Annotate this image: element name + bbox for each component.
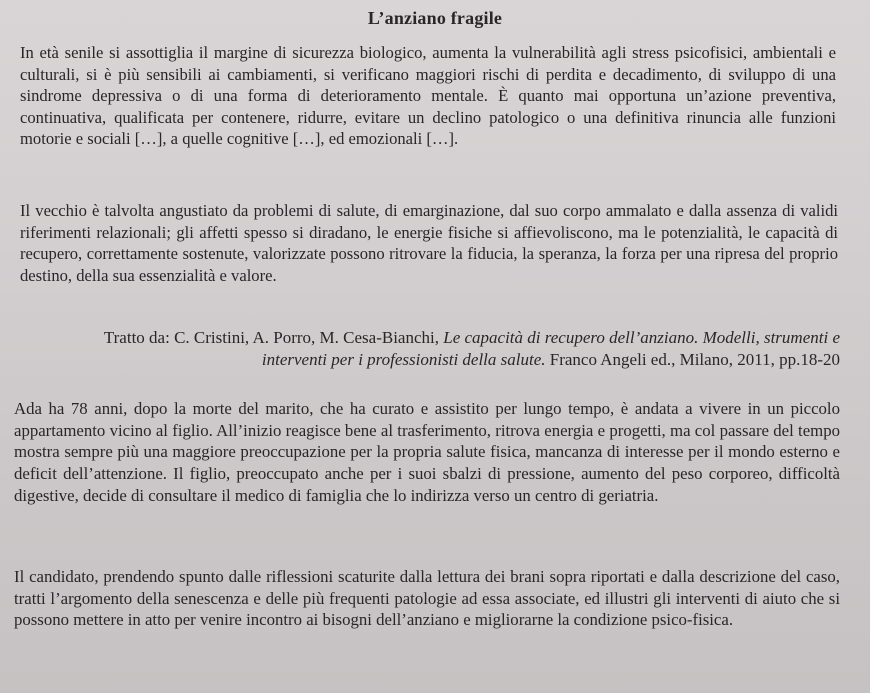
paragraph-intro: In età senile si assottiglia il margine di sicurezza biologico, aumenta la vulnerabilità agli stress psicofisici, ambientali e culturali, si è più sensibili ai cambiamenti, si verificano maggiori rischi di perdita e decadimento, di sviluppo di una sindrome depressiva o di una forma di deterioramento mentale. È quanto mai opportuna un’azione preventiva, continuativa, qualificata per contenere, ridurre, evitare un declino patologico o una definitiva rinuncia alle funzioni motorie e sociali […], a quelle cognitive […], ed emozionali […]. [20,43,836,149]
paragraph-case: Ada ha 78 anni, dopo la morte del marito, che ha curato e assistito per lungo tempo, è andata a vivere in un piccolo appartamento vicino al figlio. All’inizio reagisce bene al trasferimento, ritrova energia e progetti, ma col passare del tempo mostra sempre più una maggiore preoccupazione per la propria salute fisica, mancanza di interesse per il mondo esterno e deficit dell’attenzione. Il figlio, preoccupato anche per i suoi sbalzi di pressione, aumento del peso corporeo, difficoltà digestive, decide di consultare il medico di famiglia che lo indirizza verso un centro di geriatria. [14,399,840,505]
paragraph-elderly: Il vecchio è talvolta angustiato da problemi di salute, di emarginazione, dal suo corpo ammalato e dalla assenza di validi riferimenti relazionali; gli affetti spesso si diradano, le energie fisiche si affievoliscono, ma le potenzialità, le capacità di recupero, correttamente sostenute, valorizzate possono ritrovare la fiducia, la speranza, la forza per una ripresa del proprio destino, della sua essenzialità e valore. [20,201,838,285]
citation-prefix: Tratto da: C. Cristini, A. Porro, M. Cesa-Bianchi, [103,328,444,347]
paragraph-task: Il candidato, prendendo spunto dalle riflessioni scaturite dalla lettura dei brani sopra riportati e dalla descrizione del caso, tratti l’argomento della senescenza e delle più frequenti patologie ad essa associate, ed illustri gli interventi di aiuto che si possono mettere in atto per venire incontro ai bisogni dell’anziano e migliorarne la condizione psico-fisica. [14,567,840,630]
citation [40,327,840,371]
document-title: L’anziano fragile [367,8,503,28]
citation-suffix: Franco Angeli ed., Milano, 2011, pp.18-20 [545,350,840,369]
citation-work-title: Le capacità di recupero dell’anziano. Modelli, strumenti e interventi per i professionisti della salute. [261,328,840,369]
